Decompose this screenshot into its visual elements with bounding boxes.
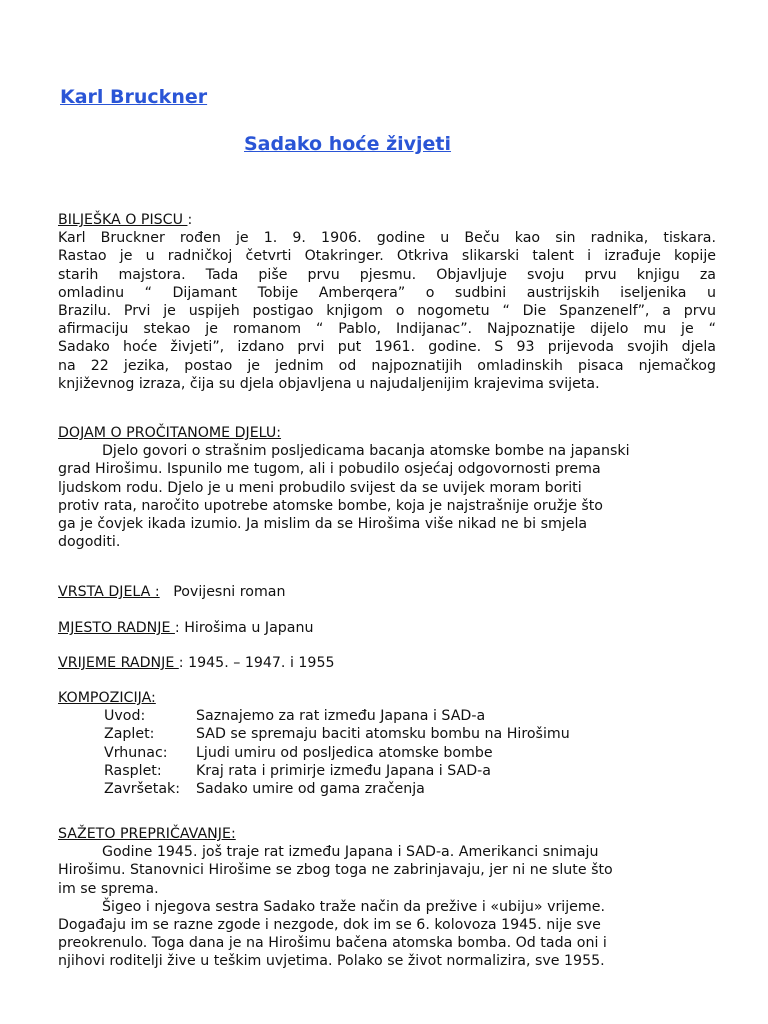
kompozicija-key: Zaplet:	[104, 726, 155, 743]
kompozicija-row	[58, 725, 716, 743]
paragraph-line: dogoditi.	[58, 534, 121, 551]
kompozicija-value: Ljudi umiru od posljedica atomske bombe	[196, 744, 493, 761]
paragraph-line: književnog izraza, čija su djela objavljena u najudaljenijim krajevima svijeta.	[58, 375, 600, 392]
book-title: Sadako hoće živjeti	[244, 133, 452, 155]
vrsta-djela-row	[58, 583, 716, 601]
section-sazeto	[58, 825, 716, 971]
vrijeme-label: VRIJEME RADNJE	[58, 655, 179, 671]
paragraph-line: Šigeo i njegova sestra Sadako traže način da prežive i «ubiju» vrijeme.	[102, 898, 605, 915]
mjesto-label: MJESTO RADNJE	[58, 620, 175, 636]
section-heading: KOMPOZICIJA:	[58, 690, 156, 706]
paragraph-line: afirmaciju stekao je romanom “ Pablo, Indijanac”. Najpoznatije dijelo mu je “	[58, 321, 716, 338]
kompozicija-key: Rasplet:	[104, 762, 162, 779]
kompozicija-row	[58, 707, 716, 725]
paragraph-line: omladinu “ Dijamant Tobije Amberqera” o sudbini austrijskih iseljenika u	[58, 284, 716, 301]
kompozicija-value: Saznajemo za rat između Japana i SAD-a	[196, 708, 486, 725]
kompozicija-row	[58, 780, 716, 798]
section-heading: DOJAM O PROČITANOME DJELU:	[58, 425, 282, 441]
paragraph-line: Godine 1945. još traje rat između Japana i SAD-a. Amerikanci snimaju	[102, 844, 599, 861]
author-title: Karl Bruckner	[60, 86, 208, 108]
paragraph-line: Djelo govori o strašnim posljedicama bacanja atomske bombe na japanski	[102, 443, 630, 460]
kompozicija-key: Završetak:	[104, 781, 181, 798]
kompozicija-key: Vrhunac:	[104, 744, 168, 761]
paragraph-line: protiv rata, naročito upotrebe atomske bombe, koja je najstrašnije oružje što	[58, 497, 603, 514]
kompozicija-value: Sadako umire od gama zračenja	[196, 781, 425, 798]
mjesto-radnje-row	[58, 619, 716, 637]
kompozicija-value: Kraj rata i primirje između Japana i SAD-a	[196, 762, 491, 779]
kompozicija-row	[58, 744, 716, 762]
vrsta-label: VRSTA DJELA :	[58, 584, 160, 600]
vrsta-value: Povijesni roman	[173, 584, 286, 600]
mjesto-value: : Hirošima u Japanu	[174, 620, 314, 636]
paragraph-line: starih majstora. Tada piše prvu pjesmu. Objavljuje svoju prvu knjigu za	[58, 266, 716, 283]
kompozicija-key: Uvod:	[104, 708, 146, 725]
paragraph-line: Brazilu. Prvi je uspijeh postigao knjigom o nogometu “ Die Spanzenelf”, a prvu	[58, 303, 716, 320]
kompozicija-value: SAD se spremaju baciti atomsku bombu na Hirošimu	[196, 726, 570, 743]
paragraph-line: ljudskom rodu. Djelo je u meni probudilo svijest da se uvijek moram boriti	[58, 479, 582, 496]
paragraph-line: Rastao je u radničkoj četvrti Otakringer. Otkriva slikarski talent i izrađuje kopije	[58, 248, 716, 265]
section-heading: BILJEŠKA O PISCU :	[58, 212, 193, 228]
paragraph-line: grad Hirošimu. Ispunilo me tugom, ali i pobudilo osjećaj odgovornosti prema	[58, 461, 601, 478]
paragraph-line: Događaju im se razne zgode i nezgode, dok im se 6. kolovoza 1945. nije sve	[58, 917, 601, 934]
vrijeme-value: : 1945. – 1947. i 1955	[178, 655, 335, 671]
section-kompozicija	[58, 689, 716, 798]
paragraph-line: Hirošimu. Stanovnici Hirošime se zbog toga ne zabrinjavaju, jer ni ne slute što	[58, 862, 613, 879]
paragraph-line: Karl Bruckner rođen je 1. 9. 1906. godine u Beču kao sin radnika, tiskara.	[58, 230, 716, 247]
vrijeme-radnje-row	[58, 654, 716, 672]
paragraph-line: Sadako hoće živjeti”, izdano prvi put 1961. godine. S 93 prijevoda svojih djela	[58, 339, 716, 356]
section-dojam	[58, 424, 716, 551]
kompozicija-row	[58, 762, 716, 780]
paragraph-line: preokrenulo. Toga dana je na Hirošimu bačena atomska bomba. Od tada oni i	[58, 935, 607, 952]
paragraph-line: na 22 jezika, postao je jednim od najpoznatijih omladinskih pisaca njemačkog	[58, 357, 716, 374]
paragraph-line: njihovi roditelji žive u teškim uvjetima. Polako se život normalizira, sve 1955.	[58, 953, 605, 970]
paragraph-line: ga je čovjek ikada izumio. Ja mislim da se Hirošima više nikad ne bi smjela	[58, 516, 588, 533]
section-biljeska	[58, 211, 716, 393]
section-heading: SAŽETO PREPRIČAVANJE:	[58, 826, 236, 842]
paragraph-line: im se sprema.	[58, 880, 159, 897]
